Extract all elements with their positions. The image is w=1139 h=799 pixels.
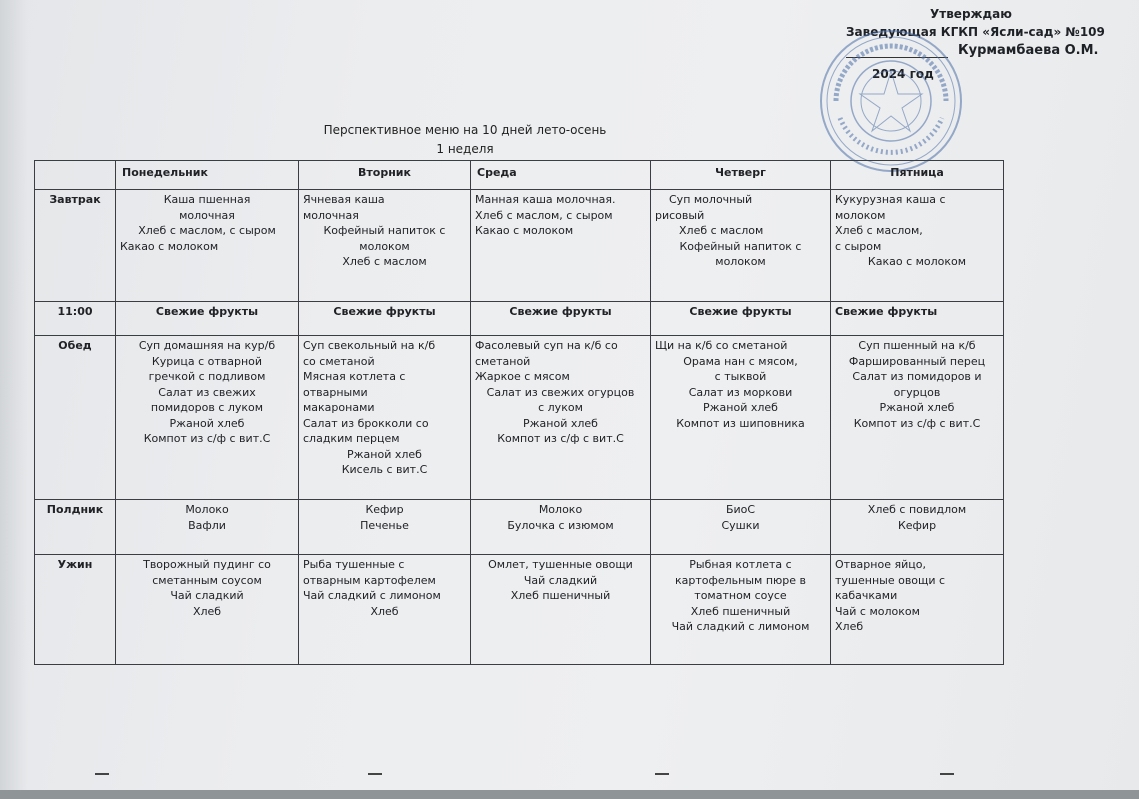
scan-mark [95, 773, 109, 775]
lunch-row [35, 336, 1004, 500]
snack-mon: Свежие фрукты [116, 302, 299, 336]
dish-line: Чай с молоком [835, 604, 920, 618]
corner-cell [35, 161, 116, 190]
dish-line: Ржаной хлеб [879, 401, 955, 414]
dish-line: Суп свекольный на к/б [303, 339, 436, 352]
dish-line: Хлеб пшеничный [510, 589, 611, 602]
breakfast-fri [831, 190, 1004, 302]
dish-line: сметаной [475, 354, 531, 368]
approval-head-line: Заведующая КГКП «Ясли-сад» №109 [846, 25, 1105, 39]
afternoon-thu [651, 500, 831, 555]
dish-line: Хлеб пшеничный [690, 604, 791, 618]
dish-line: Кофейный напиток с [323, 224, 446, 237]
meal-label-snack: 11:00 [35, 302, 116, 336]
afternoon-wed [471, 500, 651, 555]
meal-label-lunch: Обед [35, 336, 116, 500]
dish-line: Хлеб с маслом, [835, 224, 923, 237]
dish-line: картофельным пюре в [674, 573, 807, 587]
dish-line: тушенные овощи с [835, 573, 946, 587]
dish-line: Компот из с/ф с вит.С [853, 416, 981, 430]
meal-label-dinner: Ужин [35, 555, 116, 665]
scan-mark [655, 773, 669, 775]
dish-line: Кефир [897, 518, 937, 532]
dish-line: молоком [835, 208, 886, 222]
dish-line: Хлеб [835, 620, 864, 633]
lunch-wed [471, 336, 651, 500]
dish-line: молочная [179, 208, 235, 222]
dish-line: Хлеб с маслом [342, 255, 427, 268]
dish-line: отварным картофелем [303, 573, 436, 587]
dish-line: со сметаной [303, 354, 375, 368]
lunch-mon [116, 336, 299, 500]
dinner-tue [299, 555, 471, 665]
dish-line: Салат из свежих [158, 385, 256, 399]
dish-line: Курица с отварной [151, 354, 263, 368]
dish-line: Молоко [185, 503, 229, 516]
dish-line: огурцов [893, 385, 941, 399]
dish-line: Булочка с изюмом [507, 518, 614, 532]
meal-label-breakfast: Завтрак [35, 190, 116, 302]
dish-line: Суп пшенный на к/б [858, 339, 976, 352]
dish-line: Какао с молоком [867, 255, 967, 268]
dish-line: с сыром [835, 239, 882, 253]
dish-line: отварными [303, 385, 368, 399]
lunch-thu [651, 336, 831, 500]
dish-line: Ржаной хлеб [169, 416, 245, 430]
approval-name: Курмамбаева О.М. [958, 43, 1099, 58]
dish-line: Творожный пудинг со [143, 558, 271, 571]
menu-title-text: Перспективное меню на 10 дней лето-осень [323, 123, 607, 137]
dish-line: Суп домашняя на кур/б [138, 339, 276, 352]
dish-line: Кефир [365, 503, 404, 516]
afternoon-fri [831, 500, 1004, 555]
dish-line: Компот из шиповника [676, 416, 805, 430]
dish-line: Какао с молоком [120, 239, 219, 253]
dish-line: Чай сладкий [523, 573, 598, 587]
snack-tue: Свежие фрукты [299, 302, 471, 336]
dish-line: Ржаной хлеб [347, 447, 422, 461]
lunch-fri [831, 336, 1004, 500]
menu-table [34, 160, 1004, 665]
dish-line: Хлеб с маслом, с сыром [475, 208, 613, 222]
snack-wed: Свежие фрукты [471, 302, 651, 336]
dinner-row [35, 555, 1004, 665]
dinner-fri [831, 555, 1004, 665]
dish-line: Салат из помидоров и [852, 370, 982, 383]
dish-line: Чай сладкий с лимоном [671, 620, 810, 633]
day-header-wed: Среда [471, 161, 651, 190]
dish-line: Мясная котлета с [303, 370, 406, 383]
afternoon-tue [299, 500, 471, 555]
dish-line: сметанным соусом [152, 573, 262, 587]
dish-line: Рыбная котлета с [689, 558, 792, 571]
dish-line: Кисель с вит.С [341, 463, 428, 476]
dish-line: молоком [359, 239, 410, 253]
snack-thu: Свежие фрукты [651, 302, 831, 336]
dish-line: томатном соусе [694, 589, 787, 602]
dish-line: Ржаной хлеб [703, 401, 778, 414]
afternoon-mon [116, 500, 299, 555]
approval-year: 2024 год [872, 67, 934, 81]
dish-line: Хлеб [192, 604, 222, 618]
dish-line: Хлеб с маслом [679, 224, 764, 237]
day-header-mon: Понедельник [116, 161, 299, 190]
dish-line: Чай сладкий с лимоном [303, 589, 441, 602]
snack-row [35, 302, 1004, 336]
dish-line: с тыквой [714, 370, 767, 383]
dish-line: Щи на к/б со сметаной [655, 339, 788, 352]
breakfast-row [35, 190, 1004, 302]
dish-line: Хлеб [370, 604, 399, 618]
header-row [35, 161, 1004, 190]
dish-line: молоком [715, 255, 766, 268]
dish-line: Чай сладкий [170, 589, 244, 602]
dish-line: Вафли [188, 518, 226, 532]
dish-line: кабачками [835, 589, 898, 602]
breakfast-tue [299, 190, 471, 302]
scan-mark [368, 773, 382, 775]
dish-line: Кукурузная каша с [835, 193, 946, 206]
dish-line: Хлеб с повидлом [867, 503, 967, 516]
dish-line: Отварное яйцо, [835, 558, 926, 571]
dish-line: с луком [538, 401, 583, 414]
day-header-tue: Вторник [299, 161, 471, 190]
dish-line: макаронами [303, 401, 375, 414]
dish-line: Жаркое с мясом [475, 370, 570, 383]
dish-line: гречкой с подливом [148, 370, 266, 383]
dish-line: Ячневая каша [303, 193, 385, 206]
dish-line: Фаршированный перец [848, 354, 986, 368]
dish-line: Рыба тушенные с [303, 558, 405, 571]
dinner-wed [471, 555, 651, 665]
dish-line: Манная каша молочная. [475, 193, 616, 206]
dish-line: Суп молочный [669, 193, 753, 206]
dinner-mon [116, 555, 299, 665]
dish-line: Компот из с/ф с вит.С [143, 432, 271, 445]
afternoon-row [35, 500, 1004, 555]
dish-line: Каша пшенная [163, 193, 251, 206]
breakfast-thu [651, 190, 831, 302]
dish-line: Ржаной хлеб [523, 416, 598, 430]
dish-line: Салат из моркови [688, 385, 793, 399]
dish-line: Фасолевый суп на к/б со [475, 339, 618, 352]
dish-line: БиоС [725, 503, 756, 516]
day-header-thu: Четверг [651, 161, 831, 190]
dinner-thu [651, 555, 831, 665]
dish-line: Сушки [721, 518, 760, 532]
dish-line: рисовый [655, 208, 705, 222]
dish-line: молочная [303, 208, 359, 222]
dish-line: Хлеб с маслом, с сыром [138, 224, 276, 237]
dish-line: Печенье [360, 518, 409, 532]
dish-line: Омлет, тушенные овощи [488, 558, 633, 571]
dish-line: Молоко [538, 503, 583, 516]
paper-shadow [0, 0, 28, 790]
snack-fri: Свежие фрукты [831, 302, 1004, 336]
round-seal-stamp-icon [816, 26, 966, 176]
dish-line: Компот из с/ф с вит.С [497, 432, 624, 445]
dish-line: помидоров с луком [150, 401, 264, 414]
dish-line: Орама нан с мясом, [683, 354, 798, 368]
dish-line: Кофейный напиток с [679, 239, 802, 253]
day-header-fri: Пятница [831, 161, 1004, 190]
dish-line: сладким перцем [303, 432, 400, 445]
dish-line: Салат из брокколи со [303, 416, 429, 430]
breakfast-wed [471, 190, 651, 302]
dish-line: Какао с молоком [475, 224, 574, 237]
meal-label-afternoon: Полдник [35, 500, 116, 555]
menu-title [300, 121, 630, 159]
lunch-tue [299, 336, 471, 500]
breakfast-mon [116, 190, 299, 302]
approval-approved: Утверждаю [930, 7, 1012, 21]
scan-mark [940, 773, 954, 775]
menu-week: 1 неделя [436, 142, 494, 156]
dish-line: Салат из свежих огурцов [486, 385, 635, 399]
